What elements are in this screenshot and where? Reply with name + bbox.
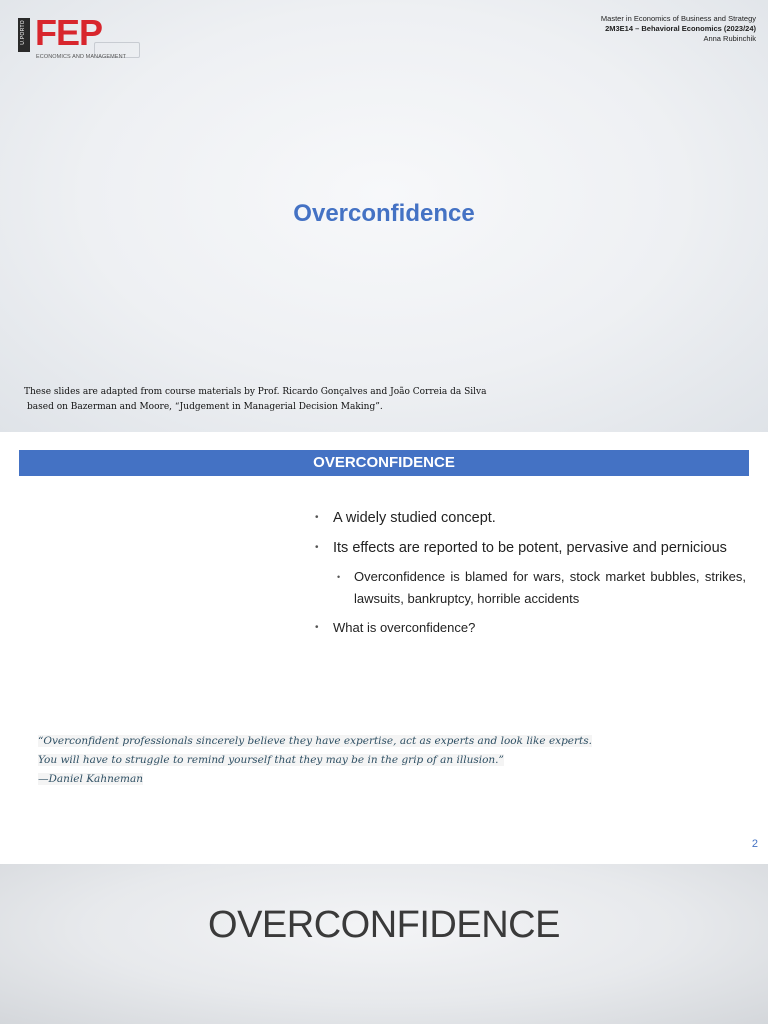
bullet-item: • A widely studied concept. [312,506,746,530]
section-banner: OVERCONFIDENCE [19,450,749,476]
course-header [601,14,756,44]
quote-line-1: “Overconfident professionals sincerely believe they have expertise, act as experts and look like experts. [38,735,592,747]
page-number: 2 [751,838,758,850]
fep-logo [18,14,138,62]
logo-name: FEP [35,12,103,53]
bullet-item: • What is overconfidence? [312,616,746,640]
section-slide [0,864,768,1024]
quote-author: —Daniel Kahneman [38,773,144,785]
section-title: OVERCONFIDENCE [208,904,560,946]
sub-bullet-item: • Overconfidence is blamed for wars, stock market bubbles, strikes, lawsuits, bankruptcy, horrible accidents [334,566,746,610]
bullet-list [312,506,746,646]
slide-title: Overconfidence [293,200,475,227]
bullet-item: • Its effects are reported to be potent, pervasive and pernicious [312,536,746,560]
program-name: Master in Economics of Business and Strategy [600,14,756,23]
logo-subtitle: ECONOMICS AND MANAGEMENT [36,54,127,60]
quote-line-2: You will have to struggle to remind yourself that they may be in the grip of an illusion.” [38,754,504,766]
instructor-name: Anna Rubinchik [703,34,756,43]
credit-line-1: These slides are adapted from course materials by Prof. Ricardo Gonçalves and João Correia da Silva [24,387,487,397]
credit-line-2: based on Bazerman and Moore, “Judgement in Managerial Decision Making”. [27,402,383,412]
title-slide [0,0,768,432]
course-name: 2M3E14 – Behavioral Economics (2023/24) [605,24,756,33]
university-tab: U.PORTO [18,18,30,52]
credits [24,385,486,415]
kahneman-quote [38,732,592,789]
content-slide [0,432,768,864]
